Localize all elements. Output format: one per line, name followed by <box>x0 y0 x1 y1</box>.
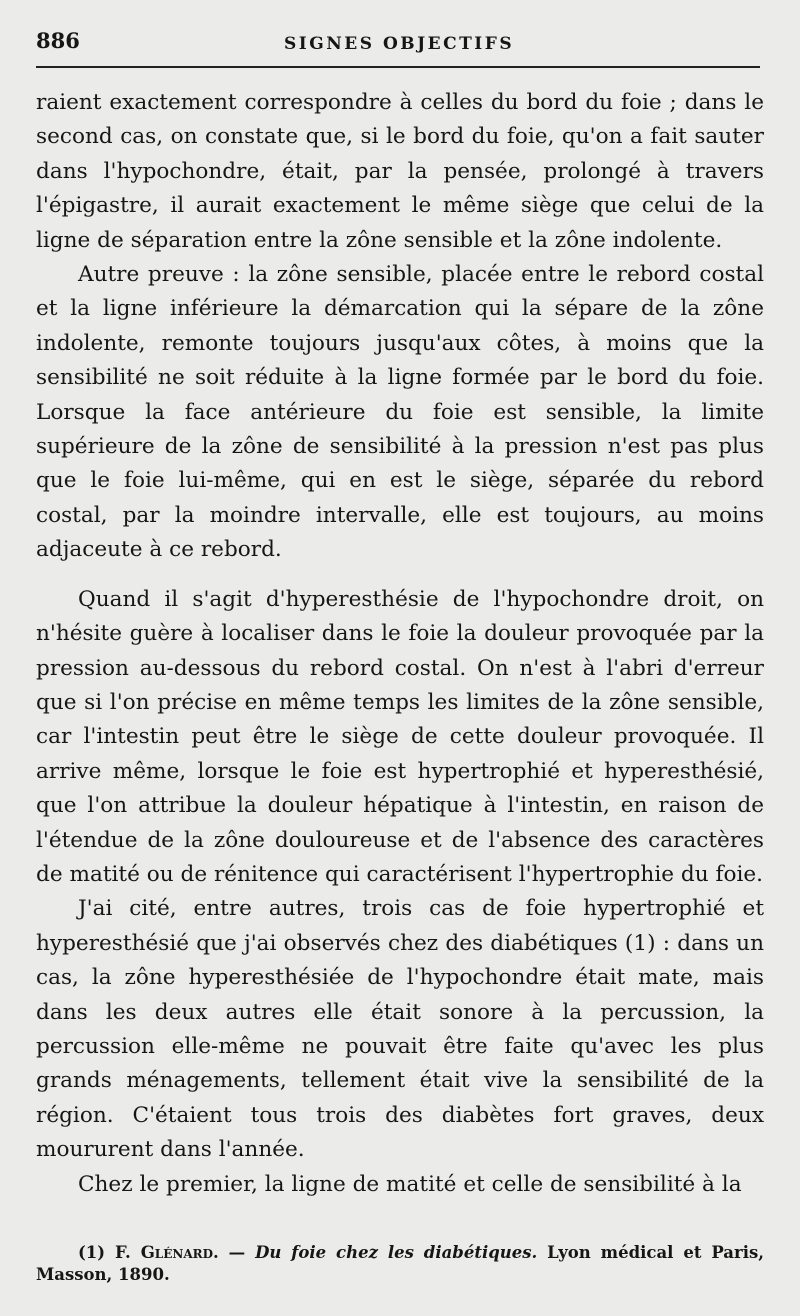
paragraph: Quand il s'agit d'hyperesthésie de l'hypochondre droit, on n'hésite guère à localiser dans le foie la douleur provoquée par la pression au-dessous du rebord costal. On n'est à l'abri d'erreur que si l'on précise en même temps les limites de la zône sensible, car l'intestin peut être le siège de cette douleur provoquée. Il arrive même, lorsque le foie est hypertrophié et hyperesthésié, que l'on attribue la douleur hépatique à l'intestin, en raison de l'étendue de la zône douloureuse et de l'absence des caractères de matité ou de rénitence qui caractérisent l'hypertrophie du foie. <box>36 586 764 887</box>
footnote-title: Du foie chez les diabétiques. <box>255 1243 538 1262</box>
paragraph: J'ai cité, entre autres, trois cas de foie hypertrophié et hyperesthésié que j'ai observés chez des diabétiques (1) : dans un cas, la zône hyperesthésiée de l'hypochondre était mate, mais dans les deux autres elle était sonore à la percussion, la percussion elle-même ne pouvait être faite qu'avec les plus grands ménagements, tellement était vive la sensibilité de la région. C'étaient tous trois des diabètes fort graves, deux moururent dans l'année. <box>36 896 764 1163</box>
footnote-dash: — <box>218 1243 256 1262</box>
footnote-author: Glénard. <box>140 1243 219 1262</box>
footnote <box>36 1242 764 1286</box>
paragraph: Autre preuve : la zône sensible, placée entre le rebord costal et la ligne inférieure la démarcation qui la sépare de la zône indolente, remonte toujours jusqu'aux côtes, à moins que la sensibilité ne soit réduite à la ligne formée par le bord du foie. Lorsque la face antérieure du foie est sensible, la limite supérieure de la zône de sensibilité à la pression n'est pas plus que le foie lui-même, qui en est le siège, séparée du rebord costal, par la moindre intervalle, elle est toujours, au moins adjaceute à ce rebord. <box>36 262 764 563</box>
running-head: SIGNES OBJECTIFS <box>284 34 515 54</box>
paragraph: raient exactement correspondre à celles du bord du foie ; dans le second cas, on constate que, si le bord du foie, qu'on a fait sauter dans l'hypochondre, était, par la pensée, prolongé à travers l'épigastre, il aurait exactement le même siège que celui de la ligne de séparation entre la zône sensible et la zône indolente. <box>36 90 764 253</box>
paragraph: Chez le premier, la ligne de matité et celle de sensibilité à la <box>78 1171 742 1197</box>
page-number: 886 <box>36 28 80 53</box>
header-rule <box>36 66 760 68</box>
footnote-marker: (1) F. <box>78 1243 131 1262</box>
page-header <box>36 28 760 62</box>
footnote-publisher: Lyon médical et Paris, Masson, 1890. <box>36 1243 764 1284</box>
body-text <box>36 86 764 1202</box>
